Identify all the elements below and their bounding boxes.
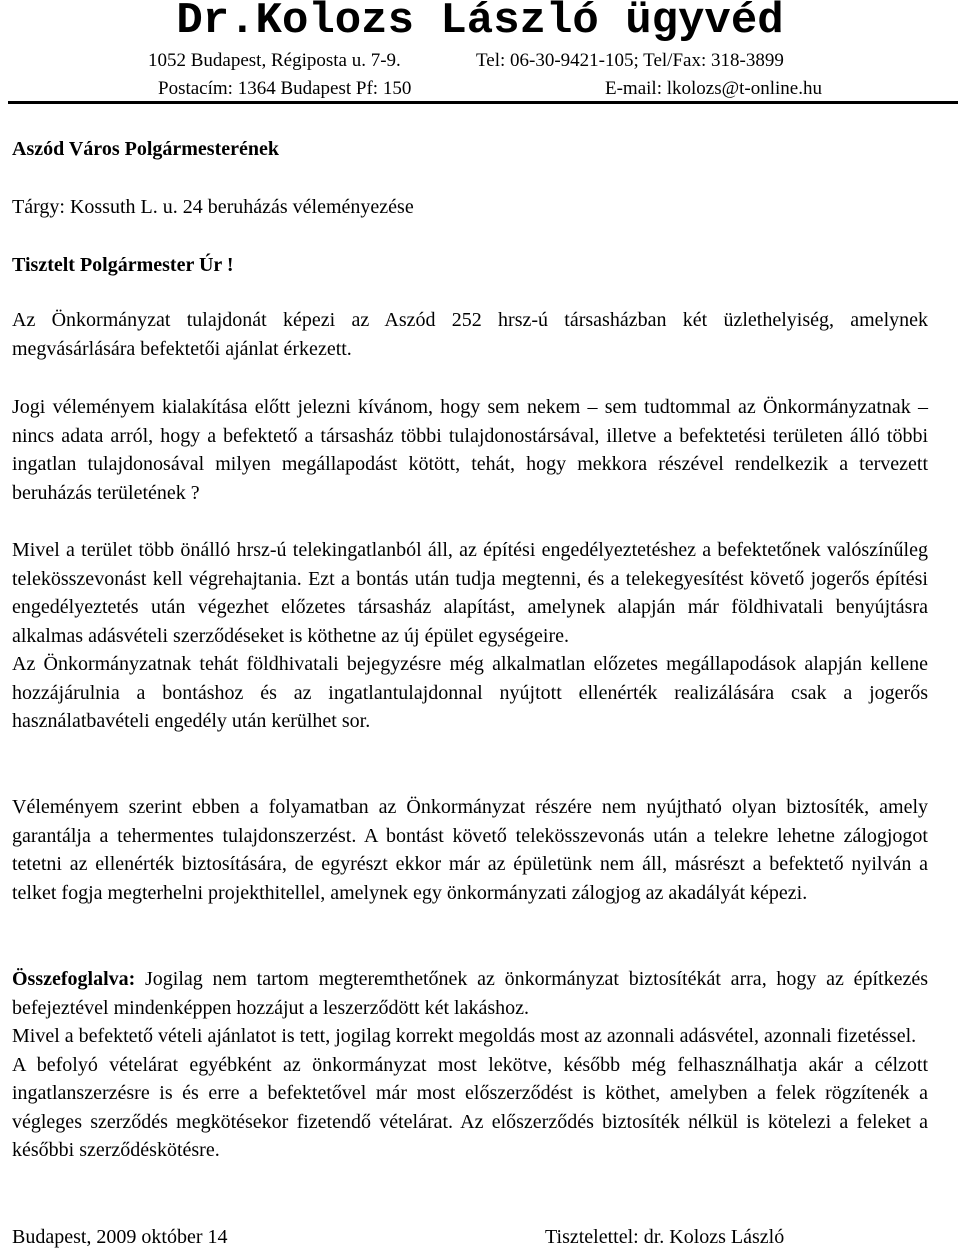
letterhead-divider	[8, 101, 958, 104]
letterhead-name: Dr.Kolozs László ügyvéd	[176, 0, 784, 46]
paragraph-guarantee	[12, 793, 928, 907]
summary-paragraph-2: Mivel a befektető vételi ajánlatot is tett, jogilag korrekt megoldás most az azonnali adásvétel, azonnali fizetéssel.	[12, 1025, 917, 1047]
letterhead-email: E-mail: lkolozs@t-online.hu	[605, 78, 822, 99]
paragraph-legal-opinion	[12, 393, 928, 507]
paragraph-text: Jogi véleményem kialakítása előtt jelezni kívánom, hogy sem nekem – sem tudtommal az Önkormányzatnak – nincs adata arról, hogy a befektető a társasház többi tulajdonostársával, illetve a befektetési területen álló többi ingatlan tulajdonosával milyen megállapodást kötött, tehát, hogy mekkora részével rendelkezik a tervezett beruházás területének ?	[12, 396, 928, 504]
summary-text: Jogilag nem tartom megteremthetőnek az önkormányzat biztosítékát arra, hogy az építkezés befejeztével mindenképpen hozzájut a leszerződött két lakáshoz.	[12, 968, 928, 1019]
letterhead-address: 1052 Budapest, Régiposta u. 7-9.	[148, 50, 401, 71]
place-date: Budapest, 2009 október 14	[12, 1226, 228, 1248]
summary-section	[12, 965, 928, 1165]
salutation: Tisztelt Polgármester Úr !	[12, 254, 234, 276]
paragraph-text: Mivel a terület több önálló hrsz-ú telekingatlanból áll, az építési engedélyeztetéshez a befektetőnek valószínűleg telekösszevonást kell végrehajtania. Ezt a bontás után tudja megtenni, és a telekegyesítést követő jogerős építési engedélyeztetés után végezhet előzetes társasház alapítást, amelynek alapján már földhivatali benyújtásra alkalmas adásvételi szerződéseket is köthetne az új épület egységeire.	[12, 539, 928, 647]
letterhead	[0, 0, 960, 106]
addressee: Aszód Város Polgármesterének	[12, 138, 279, 160]
paragraph-text: Az Önkormányzat tulajdonát képezi az Aszód 252 hrsz-ú társasházban két üzlethelyiség, amelynek megvásárlására befektetői ajánlat érkezett.	[12, 309, 928, 360]
paragraph-offer	[12, 306, 928, 363]
paragraph-text: Az Önkormányzatnak tehát földhivatali bejegyzésre még alkalmatlan előzetes megállapodások alapján kellene hozzájárulnia a bontáshoz és az ingatlantulajdonnal nyújtott ellenérték realizálására csak a jogerős használatbavételi engedély után kerülhet sor.	[12, 653, 928, 732]
summary-paragraph-3: A befolyó vételárat egyébként az önkormányzat most lekötve, később még felhasználhatja akár a célzott ingatlanszerzésre is és erre a befektetővel már most előszerződést is köthet, amelyben a felek rögzítenék a végleges szerződés megkötésekor fizetendő vételárat. Az előszerződés biztosíték nélkül is kötelezi a feleket a későbbi szerződéskötésre.	[12, 1053, 928, 1161]
paragraph-land-consolidation	[12, 536, 928, 736]
summary-label: Összefoglalva:	[12, 968, 136, 990]
subject-line: Tárgy: Kossuth L. u. 24 beruházás véleményezése	[12, 196, 414, 218]
paragraph-text: Véleményem szerint ebben a folyamatban az Önkormányzat részére nem nyújtható olyan biztosíték, amely garantálja a tehermentes tulajdonszerzést. A bontást követő telekösszevonás után a telekre lehetne zálogjogot tetetni az ellenérték biztosítására, de egyrészt ekkor már az épületünk nem áll, másrészt a befektető nyilván a telket fogja megterhelni projekthitellel, amelynek egy önkormányzati zálogjog az akadályát képezi.	[12, 796, 928, 904]
signature: Tisztelettel: dr. Kolozs László	[545, 1226, 785, 1248]
summary-paragraph	[12, 965, 928, 1022]
letterhead-phone: Tel: 06-30-9421-105; Tel/Fax: 318-3899	[476, 50, 784, 71]
letterhead-postal: Postacím: 1364 Budapest Pf: 150	[158, 78, 412, 99]
